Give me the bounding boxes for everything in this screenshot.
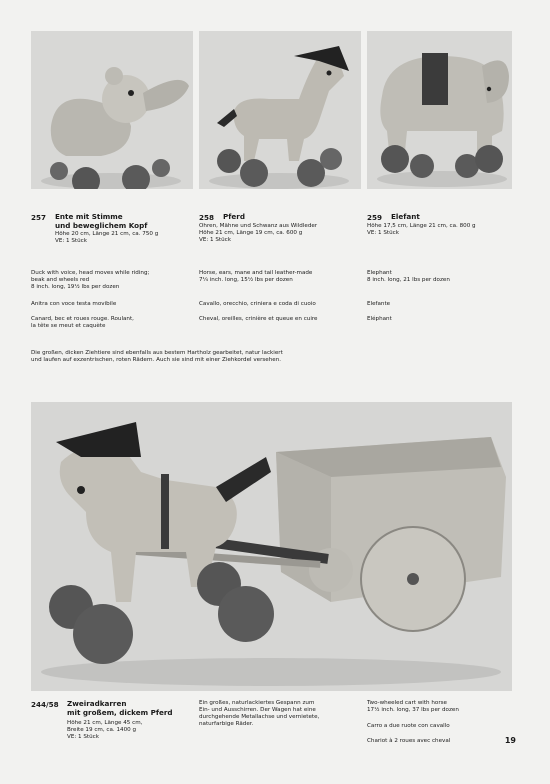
cart-english: Two-wheeled cart with horse 17¹⁄₂ inch. long, 37 lbs per dozen <box>367 700 459 713</box>
item-french: Cheval, oreilles, crinière et queue en cuire <box>199 316 318 322</box>
cart-italian: Carro a due ruote con cavallo <box>367 723 450 729</box>
item-specs: Ohren, Mähne und Schwanz aus Wildleder Höhe 21 cm, Länge 19 cm, ca. 600 g VE: 1 Stück <box>199 223 318 243</box>
item-number: 257 <box>31 213 47 222</box>
cart-number: 244/58 <box>31 700 59 709</box>
item-english: Duck with voice, head moves while riding; beak and wheels red 8 inch. long, 19¹⁄₂ lbs per dozen <box>31 270 150 290</box>
item-italian: Anitra con voce testa movibile <box>31 301 117 307</box>
item-italian: Elefante <box>367 301 391 307</box>
duck-toy-illustration <box>31 31 193 189</box>
item-specs: Höhe 20 cm, Länge 21 cm, ca. 750 g VE: 1 Stück <box>55 231 159 244</box>
cart-german-description: Ein großes, naturlackiertes Gespann zum Ein- und Ausschirren. Der Wagen hat eine durchgehende Metallachse und vernietete, naturfarbige Räder. <box>199 700 320 727</box>
cart-title: Zweiradkarren mit großem, dickem Pferd <box>67 699 173 717</box>
item-italian: Cavallo, orecchio, criniera e coda di cuoio <box>199 301 316 307</box>
description-paragraph: Die großen, dicken Ziehtiere sind ebenfalls aus bestem Hartholz gearbeitet, natur lackiert und laufen auf exzentrischen, roten Rädern. Auch sie sind mit einer Ziehkordel versehen. <box>31 350 283 364</box>
item-french: Eléphant <box>367 316 392 322</box>
item-title: Pferd <box>223 212 245 221</box>
horse-photo <box>199 31 361 189</box>
item-title: Ente mit Stimme und beweglichem Kopf <box>55 212 148 230</box>
cart-specs: Höhe 21 cm, Länge 45 cm, Breite 19 cm, ca. 1400 g VE: 1 Stück <box>67 720 143 740</box>
elephant-photo <box>367 31 512 189</box>
cart-french: Chariot à 2 roues avec cheval <box>367 738 451 744</box>
item-number: 259 <box>367 213 383 222</box>
item-english: Elephant 8 inch. long, 21 lbs per dozen <box>367 270 450 283</box>
elephant-toy-illustration <box>367 31 512 189</box>
item-french: Canard, bec et roues rouge. Roulant, la tête se meut et caquète <box>31 316 134 329</box>
duck-photo <box>31 31 193 189</box>
item-number: 258 <box>199 213 215 222</box>
item-specs: Höhe 17,5 cm, Länge 21 cm, ca. 800 g VE: 1 Stück <box>367 223 476 236</box>
page-number: 19 <box>504 736 516 745</box>
horse-toy-illustration <box>199 31 361 189</box>
item-title: Elefant <box>391 212 420 221</box>
horse-cart-illustration <box>31 402 512 691</box>
cart-photo <box>31 402 512 691</box>
item-english: Horse, ears, mane and tail leather-made 7¹⁄₄ inch. long, 15¹⁄₂ lbs per dozen <box>199 270 313 283</box>
